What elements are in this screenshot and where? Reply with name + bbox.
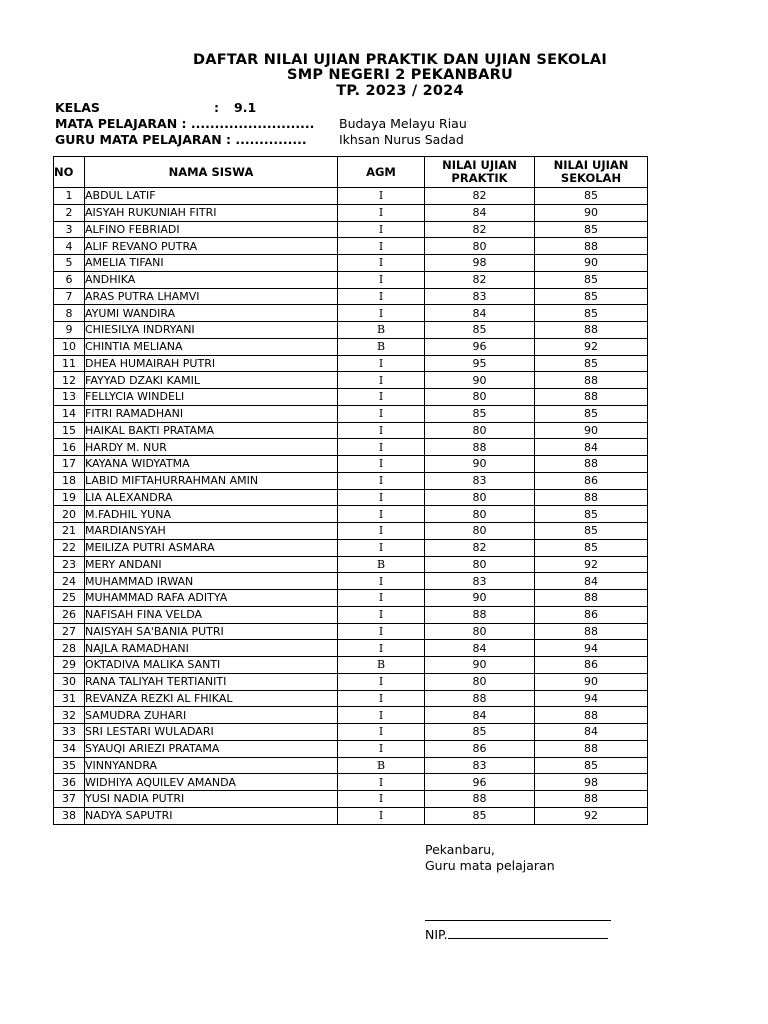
table-row	[54, 238, 648, 255]
student-name: HARDY M. NUR	[85, 439, 338, 456]
student-name: REVANZA REZKI AL FHIKAL	[85, 690, 338, 707]
row-no: 20	[54, 506, 85, 523]
table-row	[54, 338, 648, 355]
nilai-praktik-cell: 85	[425, 322, 535, 339]
agama-cell: I	[338, 221, 425, 238]
row-no: 37	[54, 791, 85, 808]
header-no: NO	[54, 157, 85, 188]
nilai-sekolah-cell: 92	[535, 556, 648, 573]
row-no: 3	[54, 221, 85, 238]
agama-cell: I	[338, 724, 425, 741]
nilai-praktik-cell: 86	[425, 740, 535, 757]
student-name: ARAS PUTRA LHAMVI	[85, 288, 338, 305]
nilai-praktik-cell: 82	[425, 271, 535, 288]
agama-cell: I	[338, 288, 425, 305]
nilai-praktik-cell: 80	[425, 556, 535, 573]
table-row	[54, 506, 648, 523]
student-name: M.FADHIL YUNA	[85, 506, 338, 523]
student-name: NAISYAH SA'BANIA PUTRI	[85, 623, 338, 640]
student-name: MUHAMMAD IRWAN	[85, 573, 338, 590]
table-row	[54, 221, 648, 238]
signature-line	[425, 920, 611, 921]
row-no: 6	[54, 271, 85, 288]
table-row	[54, 757, 648, 774]
row-no: 24	[54, 573, 85, 590]
mapel-label: MATA PELAJARAN : ..........................	[55, 116, 315, 131]
table-row	[54, 623, 648, 640]
table-row	[54, 573, 648, 590]
row-no: 9	[54, 322, 85, 339]
row-no: 33	[54, 724, 85, 741]
student-name: SRI LESTARI WULADARI	[85, 724, 338, 741]
row-no: 10	[54, 338, 85, 355]
student-name: NAJLA RAMADHANI	[85, 640, 338, 657]
table-row	[54, 405, 648, 422]
grades-table	[53, 156, 648, 825]
nilai-sekolah-cell: 88	[535, 590, 648, 607]
nilai-sekolah-cell: 88	[535, 389, 648, 406]
nilai-sekolah-cell: 88	[535, 372, 648, 389]
table-row	[54, 724, 648, 741]
row-no: 18	[54, 472, 85, 489]
agama-cell: I	[338, 791, 425, 808]
row-no: 36	[54, 774, 85, 791]
student-name: NAFISAH FINA VELDA	[85, 606, 338, 623]
nilai-praktik-cell: 85	[425, 724, 535, 741]
nilai-praktik-cell: 88	[425, 606, 535, 623]
student-name: YUSI NADIA PUTRI	[85, 791, 338, 808]
row-no: 35	[54, 757, 85, 774]
nilai-sekolah-cell: 88	[535, 238, 648, 255]
nilai-praktik-cell: 83	[425, 757, 535, 774]
nilai-sekolah-cell: 94	[535, 690, 648, 707]
row-no: 2	[54, 204, 85, 221]
agama-cell: B	[338, 556, 425, 573]
header-nama-siswa: NAMA SISWA	[85, 157, 338, 188]
nilai-sekolah-cell: 90	[535, 255, 648, 272]
nilai-praktik-cell: 82	[425, 539, 535, 556]
nilai-sekolah-cell: 88	[535, 740, 648, 757]
nilai-praktik-cell: 88	[425, 690, 535, 707]
nilai-sekolah-cell: 84	[535, 724, 648, 741]
student-name: ALIF REVANO PUTRA	[85, 238, 338, 255]
agama-cell: I	[338, 489, 425, 506]
nilai-sekolah-cell: 85	[535, 288, 648, 305]
nilai-sekolah-cell: 85	[535, 757, 648, 774]
table-row	[54, 539, 648, 556]
row-no: 5	[54, 255, 85, 272]
agama-cell: I	[338, 807, 425, 824]
agama-cell: B	[338, 657, 425, 674]
nilai-praktik-cell: 80	[425, 389, 535, 406]
student-name: WIDHIYA AQUILEV AMANDA	[85, 774, 338, 791]
nip-field	[425, 927, 608, 942]
student-name: LIA ALEXANDRA	[85, 489, 338, 506]
kelas-label: KELAS	[55, 100, 100, 115]
nilai-praktik-cell: 83	[425, 288, 535, 305]
nilai-praktik-cell: 80	[425, 523, 535, 540]
student-name: OKTADIVA MALIKA SANTI	[85, 657, 338, 674]
agama-cell: I	[338, 422, 425, 439]
nilai-sekolah-cell: 92	[535, 807, 648, 824]
agama-cell: I	[338, 305, 425, 322]
nilai-sekolah-cell: 84	[535, 439, 648, 456]
table-row	[54, 204, 648, 221]
nilai-sekolah-cell: 98	[535, 774, 648, 791]
guru-value: Ikhsan Nurus Sadad	[339, 132, 464, 147]
nilai-praktik-cell: 80	[425, 623, 535, 640]
nilai-sekolah-cell: 90	[535, 673, 648, 690]
nilai-sekolah-cell: 88	[535, 791, 648, 808]
nilai-praktik-cell: 80	[425, 673, 535, 690]
nilai-sekolah-cell: 85	[535, 221, 648, 238]
student-name: ABDUL LATIF	[85, 188, 338, 205]
table-row	[54, 322, 648, 339]
student-name: DHEA HUMAIRAH PUTRI	[85, 355, 338, 372]
table-row	[54, 523, 648, 540]
nilai-sekolah-cell: 94	[535, 640, 648, 657]
student-name: SAMUDRA ZUHARI	[85, 707, 338, 724]
nilai-sekolah-cell: 84	[535, 573, 648, 590]
agama-cell: I	[338, 355, 425, 372]
student-name: SYAUQI ARIEZI PRATAMA	[85, 740, 338, 757]
agama-cell: I	[338, 673, 425, 690]
table-row	[54, 774, 648, 791]
student-name: MUHAMMAD RAFA ADITYA	[85, 590, 338, 607]
agama-cell: I	[338, 389, 425, 406]
row-no: 8	[54, 305, 85, 322]
mapel-value: Budaya Melayu Riau	[339, 116, 467, 131]
agama-cell: I	[338, 606, 425, 623]
nilai-praktik-cell: 96	[425, 774, 535, 791]
nilai-praktik-cell: 96	[425, 338, 535, 355]
nilai-praktik-cell: 82	[425, 221, 535, 238]
table-body	[54, 188, 648, 825]
agama-cell: I	[338, 707, 425, 724]
nilai-sekolah-cell: 88	[535, 623, 648, 640]
student-name: FITRI RAMADHANI	[85, 405, 338, 422]
agama-cell: I	[338, 774, 425, 791]
nilai-praktik-cell: 95	[425, 355, 535, 372]
nilai-praktik-cell: 88	[425, 439, 535, 456]
nilai-praktik-cell: 85	[425, 405, 535, 422]
row-no: 31	[54, 690, 85, 707]
school-year: TP. 2023 / 2024	[336, 83, 464, 99]
row-no: 21	[54, 523, 85, 540]
agama-cell: I	[338, 188, 425, 205]
nilai-sekolah-cell: 85	[535, 506, 648, 523]
student-name: AMELIA TIFANI	[85, 255, 338, 272]
nilai-sekolah-cell: 85	[535, 523, 648, 540]
agama-cell: I	[338, 740, 425, 757]
header-nilai-praktik: NILAI UJIAN PRAKTIK	[425, 157, 535, 188]
agama-cell: B	[338, 757, 425, 774]
table-row	[54, 255, 648, 272]
row-no: 17	[54, 456, 85, 473]
table-row	[54, 271, 648, 288]
table-row	[54, 791, 648, 808]
table-row	[54, 640, 648, 657]
agama-cell: B	[338, 322, 425, 339]
row-no: 1	[54, 188, 85, 205]
agama-cell: I	[338, 238, 425, 255]
student-name: MEILIZA PUTRI ASMARA	[85, 539, 338, 556]
table-row	[54, 422, 648, 439]
table-row	[54, 456, 648, 473]
student-name: ANDHIKA	[85, 271, 338, 288]
student-name: ALFINO FEBRIADI	[85, 221, 338, 238]
table-row	[54, 590, 648, 607]
kelas-value: 9.1	[234, 100, 257, 115]
nilai-sekolah-cell: 85	[535, 405, 648, 422]
nilai-praktik-cell: 82	[425, 188, 535, 205]
student-name: KAYANA WIDYATMA	[85, 456, 338, 473]
row-no: 13	[54, 389, 85, 406]
student-name: FELLYCIA WINDELI	[85, 389, 338, 406]
nilai-praktik-cell: 98	[425, 255, 535, 272]
agama-cell: I	[338, 204, 425, 221]
student-name: CHIESILYA INDRYANI	[85, 322, 338, 339]
row-no: 23	[54, 556, 85, 573]
nilai-praktik-cell: 90	[425, 590, 535, 607]
row-no: 28	[54, 640, 85, 657]
student-name: RANA TALIYAH TERTIANITI	[85, 673, 338, 690]
row-no: 34	[54, 740, 85, 757]
agama-cell: I	[338, 372, 425, 389]
header-nilai-sekolah: NILAI UJIAN SEKOLAH	[535, 157, 648, 188]
row-no: 22	[54, 539, 85, 556]
nilai-praktik-cell: 84	[425, 640, 535, 657]
nilai-praktik-cell: 80	[425, 422, 535, 439]
nilai-sekolah-cell: 85	[535, 355, 648, 372]
table-row	[54, 389, 648, 406]
row-no: 7	[54, 288, 85, 305]
row-no: 26	[54, 606, 85, 623]
nilai-sekolah-cell: 86	[535, 472, 648, 489]
agama-cell: I	[338, 439, 425, 456]
nilai-sekolah-cell: 88	[535, 489, 648, 506]
kelas-colon: :	[214, 100, 219, 115]
nilai-sekolah-cell: 85	[535, 271, 648, 288]
student-name: FAYYAD DZAKI KAMIL	[85, 372, 338, 389]
agama-cell: I	[338, 255, 425, 272]
nilai-praktik-cell: 84	[425, 204, 535, 221]
row-no: 32	[54, 707, 85, 724]
row-no: 12	[54, 372, 85, 389]
row-no: 14	[54, 405, 85, 422]
row-no: 11	[54, 355, 85, 372]
agama-cell: I	[338, 623, 425, 640]
table-row	[54, 807, 648, 824]
guru-label: GURU MATA PELAJARAN : ...............	[55, 132, 307, 147]
table-header-row	[54, 157, 648, 188]
student-name: AYUMI WANDIRA	[85, 305, 338, 322]
row-no: 30	[54, 673, 85, 690]
agama-cell: I	[338, 456, 425, 473]
table-row	[54, 355, 648, 372]
table-row	[54, 372, 648, 389]
row-no: 25	[54, 590, 85, 607]
row-no: 29	[54, 657, 85, 674]
nilai-praktik-cell: 88	[425, 791, 535, 808]
table-row	[54, 472, 648, 489]
header-agm: AGM	[338, 157, 425, 188]
table-row	[54, 707, 648, 724]
table-row	[54, 690, 648, 707]
nilai-sekolah-cell: 85	[535, 539, 648, 556]
nip-underline	[448, 928, 608, 939]
nilai-sekolah-cell: 90	[535, 204, 648, 221]
nilai-praktik-cell: 85	[425, 807, 535, 824]
student-name: NADYA SAPUTRI	[85, 807, 338, 824]
table-row	[54, 288, 648, 305]
nilai-praktik-cell: 90	[425, 657, 535, 674]
nilai-praktik-cell: 90	[425, 456, 535, 473]
row-no: 38	[54, 807, 85, 824]
agama-cell: I	[338, 506, 425, 523]
student-name: CHINTIA MELIANA	[85, 338, 338, 355]
signature-role: Guru mata pelajaran	[425, 858, 555, 873]
student-name: LABID MIFTAHURRAHMAN AMIN	[85, 472, 338, 489]
signature-place: Pekanbaru,	[425, 842, 496, 857]
table-row	[54, 556, 648, 573]
nilai-sekolah-cell: 86	[535, 606, 648, 623]
agama-cell: I	[338, 405, 425, 422]
school-name: SMP NEGERI 2 PEKANBARU	[287, 67, 513, 83]
table-row	[54, 439, 648, 456]
nilai-praktik-cell: 80	[425, 238, 535, 255]
nilai-sekolah-cell: 88	[535, 707, 648, 724]
nilai-sekolah-cell: 88	[535, 322, 648, 339]
table-row	[54, 305, 648, 322]
agama-cell: I	[338, 640, 425, 657]
agama-cell: B	[338, 338, 425, 355]
agama-cell: I	[338, 539, 425, 556]
row-no: 16	[54, 439, 85, 456]
table-row	[54, 740, 648, 757]
table-row	[54, 606, 648, 623]
nilai-sekolah-cell: 85	[535, 188, 648, 205]
student-name: HAIKAL BAKTI PRATAMA	[85, 422, 338, 439]
agama-cell: I	[338, 271, 425, 288]
nilai-praktik-cell: 90	[425, 372, 535, 389]
nilai-praktik-cell: 84	[425, 707, 535, 724]
nilai-sekolah-cell: 86	[535, 657, 648, 674]
nilai-praktik-cell: 80	[425, 506, 535, 523]
nilai-praktik-cell: 83	[425, 573, 535, 590]
nilai-praktik-cell: 80	[425, 489, 535, 506]
student-name: AISYAH RUKUNIAH FITRI	[85, 204, 338, 221]
row-no: 27	[54, 623, 85, 640]
table-row	[54, 673, 648, 690]
student-name: MERY ANDANI	[85, 556, 338, 573]
nilai-sekolah-cell: 85	[535, 305, 648, 322]
nip-label: NIP.	[425, 927, 448, 942]
nilai-sekolah-cell: 88	[535, 456, 648, 473]
nilai-sekolah-cell: 92	[535, 338, 648, 355]
table-row	[54, 489, 648, 506]
document-title: DAFTAR NILAI UJIAN PRAKTIK DAN UJIAN SEKOLAI	[193, 52, 607, 68]
nilai-sekolah-cell: 90	[535, 422, 648, 439]
nilai-praktik-cell: 84	[425, 305, 535, 322]
agama-cell: I	[338, 472, 425, 489]
row-no: 4	[54, 238, 85, 255]
agama-cell: I	[338, 590, 425, 607]
row-no: 15	[54, 422, 85, 439]
nilai-praktik-cell: 83	[425, 472, 535, 489]
table-row	[54, 188, 648, 205]
student-name: VINNYANDRA	[85, 757, 338, 774]
agama-cell: I	[338, 523, 425, 540]
student-name: MARDIANSYAH	[85, 523, 338, 540]
agama-cell: I	[338, 573, 425, 590]
table-row	[54, 657, 648, 674]
agama-cell: I	[338, 690, 425, 707]
row-no: 19	[54, 489, 85, 506]
